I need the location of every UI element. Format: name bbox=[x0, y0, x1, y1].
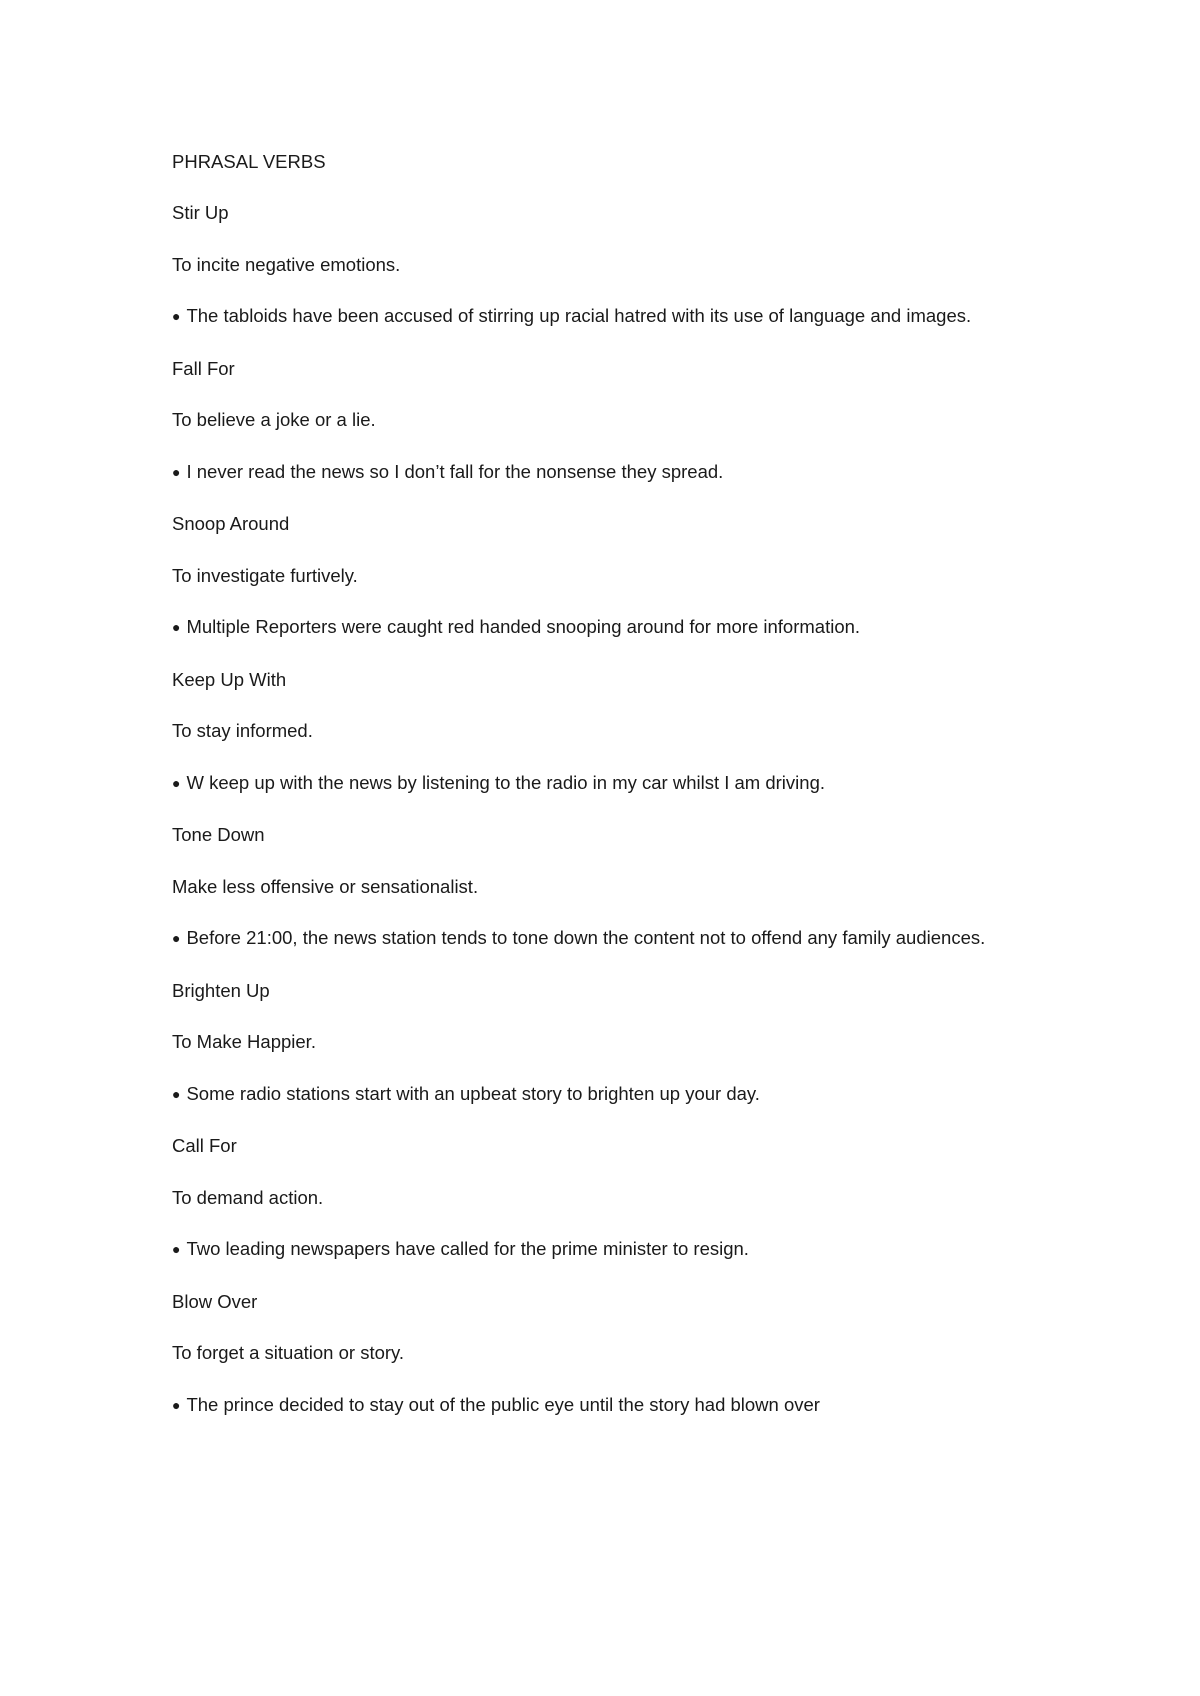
bullet-icon: ● bbox=[172, 1396, 181, 1413]
example-text: Multiple Reporters were caught red handed snooping around for more information. bbox=[186, 616, 861, 637]
entry-snoop-around bbox=[172, 508, 1012, 643]
definition: To incite negative emotions. bbox=[172, 253, 401, 275]
definition: To forget a situation or story. bbox=[172, 1342, 405, 1363]
bullet-icon: ● bbox=[172, 463, 181, 480]
phrasal-verb: Snoop Around bbox=[172, 513, 290, 534]
definition: To investigate furtively. bbox=[172, 564, 358, 586]
bullet-icon: ● bbox=[172, 308, 181, 324]
phrasal-verb: Tone Down bbox=[172, 824, 265, 845]
page-title: PHRASAL VERBS bbox=[172, 151, 326, 172]
document-body bbox=[172, 146, 1012, 1441]
example-sentence bbox=[172, 767, 1012, 799]
entry-brighten-up bbox=[172, 975, 1012, 1110]
phrasal-verb: Brighten Up bbox=[172, 979, 270, 1001]
bullet-icon: ● bbox=[172, 930, 181, 946]
entry-fall-for bbox=[172, 353, 1012, 488]
entry-stir-up bbox=[172, 197, 1012, 332]
phrasal-verb: Stir Up bbox=[172, 202, 229, 223]
phrasal-verb: Call For bbox=[172, 1135, 237, 1156]
definition: Make less offensive or sensationalist. bbox=[172, 875, 479, 897]
example-sentence bbox=[172, 300, 1012, 332]
example-text: I never read the news so I don’t fall for the nonsense they spread. bbox=[186, 460, 724, 482]
definition: To Make Happier. bbox=[172, 1031, 316, 1052]
entry-tone-down bbox=[172, 819, 1012, 954]
bullet-icon: ● bbox=[172, 619, 181, 635]
example-sentence bbox=[172, 611, 1012, 643]
example-text: The tabloids have been accused of stirring up racial hatred with its use of language and images. bbox=[186, 305, 972, 326]
definition: To stay informed. bbox=[172, 720, 313, 741]
definition: To believe a joke or a lie. bbox=[172, 409, 376, 430]
example-sentence bbox=[172, 1389, 1012, 1421]
phrasal-verb: Fall For bbox=[172, 357, 235, 379]
example-sentence bbox=[172, 1233, 1012, 1265]
example-sentence bbox=[172, 1078, 1012, 1110]
entry-keep-up-with bbox=[172, 664, 1012, 799]
example-text: Two leading newspapers have called for the prime minister to resign. bbox=[186, 1238, 749, 1259]
bullet-icon: ● bbox=[172, 1085, 181, 1102]
entry-blow-over bbox=[172, 1286, 1012, 1421]
entry-call-for bbox=[172, 1130, 1012, 1265]
example-text: Before 21:00, the news station tends to tone down the content not to offend any family audiences. bbox=[186, 927, 986, 948]
bullet-icon: ● bbox=[172, 1241, 181, 1257]
example-sentence bbox=[172, 922, 1012, 954]
bullet-icon: ● bbox=[172, 774, 181, 791]
definition: To demand action. bbox=[172, 1186, 324, 1208]
phrasal-verb: Blow Over bbox=[172, 1290, 258, 1312]
example-text: The prince decided to stay out of the public eye until the story had blown over bbox=[186, 1393, 820, 1415]
example-sentence bbox=[172, 456, 1012, 488]
example-text: Some radio stations start with an upbeat story to brighten up your day. bbox=[186, 1082, 760, 1104]
phrasal-verb: Keep Up With bbox=[172, 668, 287, 690]
example-text: W keep up with the news by listening to the radio in my car whilst I am driving. bbox=[186, 771, 825, 793]
